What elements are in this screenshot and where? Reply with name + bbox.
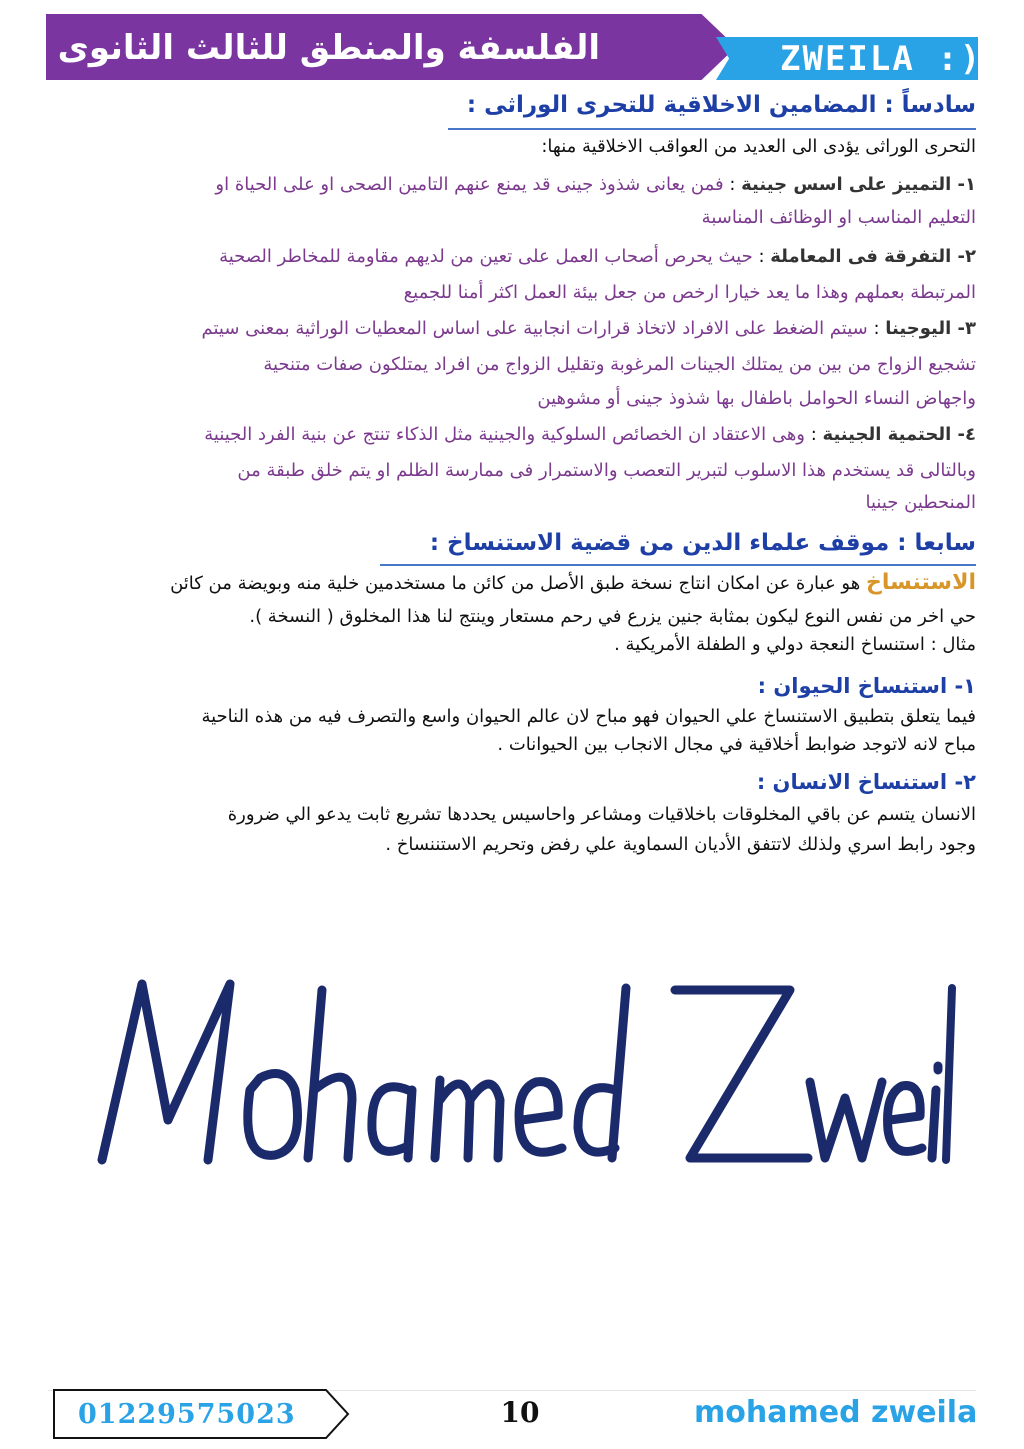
item-2-title: ٢- التفرقة فى المعاملة <box>770 246 976 267</box>
item-2-text: حيث يحرص أصحاب العمل على تعين من لديهم مقاومة للمخاطر الصحية <box>219 246 753 267</box>
signature-logo <box>90 970 960 1170</box>
item-3-text: سيتم الضغط على الافراد لاتخاذ قرارات انجابية على اساس المعطيات الوراثية بمعنى سيتم <box>201 318 868 339</box>
item-2-text-cont: المرتبطة بعملهم وهذا ما يعد خيارا ارخص من جعل بيئة العمل اكثر أمنا للجميع <box>403 282 976 303</box>
item-3-text-cont2: واجهاض النساء الحوامل باطفال بها شذوذ جينى أو مشوهين <box>537 388 976 409</box>
section6-item-1: ١- التمييز على اسس جينية : فمن يعانى شذوذ جينى قد يمنع عنهم التامين الصحى او على الحياة او <box>215 174 976 195</box>
item-3-title: ٣- اليوجينا <box>885 318 976 339</box>
item-1-text-cont: التعليم المناسب او الوظائف المناسبة <box>701 207 976 228</box>
human-cloning-text: الانسان يتسم عن باقي المخلوقات باخلاقيات ومشاعر واحاسيس يحددها تشريع ثابت يدعو الي ضرورة <box>227 804 976 825</box>
section6-item-3: ٣- اليوجينا : سيتم الضغط على الافراد لاتخاذ قرارات انجابية على اساس المعطيات الوراثية بمعنى سيتم <box>201 318 976 339</box>
section7-heading-rule <box>380 564 976 566</box>
footer-brand: mohamed zweila <box>694 1395 978 1430</box>
cloning-term: الاستنساخ <box>865 570 976 595</box>
animal-cloning-text: فيما يتعلق بتطبيق الاستنساخ علي الحيوان فهو مباح لان عالم الحيوان واسع والتصرف فيه من هذه الناحية <box>201 706 976 727</box>
page-title: الفلسفة والمنطق للثالث الثانوى <box>57 28 600 68</box>
section6-heading: سادساً : المضامين الاخلاقية للتحرى الوراثى : <box>466 92 976 118</box>
item-1-title: ١- التمييز على اسس جينية <box>741 174 976 195</box>
item-4-text: وهى الاعتقاد ان الخصائص السلوكية والجينية مثل الذكاء تنتج عن بنية الفرد الجينية <box>204 424 806 445</box>
section6-item-2: ٢- التفرقة فى المعاملة : حيث يحرص أصحاب العمل على تعين من لديهم مقاومة للمخاطر الصحية <box>219 246 976 267</box>
section7-heading: سابعا : موقف علماء الدين من قضية الاستنساخ : <box>429 530 976 556</box>
cloning-definition-cont: حي اخر من نفس النوع ليكون بمثابة جنين يزرع في رحم مستعار وينتج لنا هذا المخلوق ( النسخة ). <box>249 606 976 627</box>
human-cloning-title: ٢- استنساخ الانسان : <box>756 770 976 794</box>
page-number: 10 <box>500 1396 540 1429</box>
item-4-text-cont: وبالتالى قد يستخدم هذا الاسلوب لتبرير التعصب والاستمرار فى ممارسة الظلم او يتم خلق طبقة من <box>237 460 976 481</box>
animal-cloning-text-cont: مباح لانه لاتوجد ضوابط أخلاقية في مجال الانجاب بين الحيوانات . <box>497 734 976 755</box>
phone-number: 01229575023 <box>78 1399 296 1430</box>
section6-heading-rule <box>448 128 976 130</box>
item-3-text-cont: تشجيع الزواج من بين من يمتلك الجينات المرغوبة وتقليل الزواج من افراد يمتلكون صفات متنحية <box>263 354 976 375</box>
cloning-definition <box>48 570 976 595</box>
item-4-text-cont2: المنحطين جينيا <box>865 492 976 513</box>
item-4-title: ٤- الحتمية الجينية <box>822 424 976 445</box>
human-cloning-text-cont: وجود رابط اسري ولذلك لاتتفق الأديان السماوية علي رفض وتحريم الاستننساخ . <box>385 834 976 855</box>
cloning-example: مثال : استنساخ النعجة دولي و الطفلة الأمريكية . <box>614 634 976 655</box>
header-brand: ZWEILA :) <box>780 39 983 79</box>
section6-intro: التحرى الوراثى يؤدى الى العديد من العواقب الاخلاقية منها: <box>541 136 976 157</box>
animal-cloning-title: ١- استنساخ الحيوان : <box>757 674 976 698</box>
item-1-text: فمن يعانى شذوذ جينى قد يمنع عنهم التامين الصحى او على الحياة او <box>215 174 724 195</box>
cloning-definition-text: هو عبارة عن امكان انتاج نسخة طبق الأصل من كائن ما مستخدمين خلية منه وبويضة من كائن <box>170 573 861 594</box>
section6-item-4: ٤- الحتمية الجينية : وهى الاعتقاد ان الخصائص السلوكية والجينية مثل الذكاء تنتج عن بنية الفرد الجينية <box>204 424 976 445</box>
